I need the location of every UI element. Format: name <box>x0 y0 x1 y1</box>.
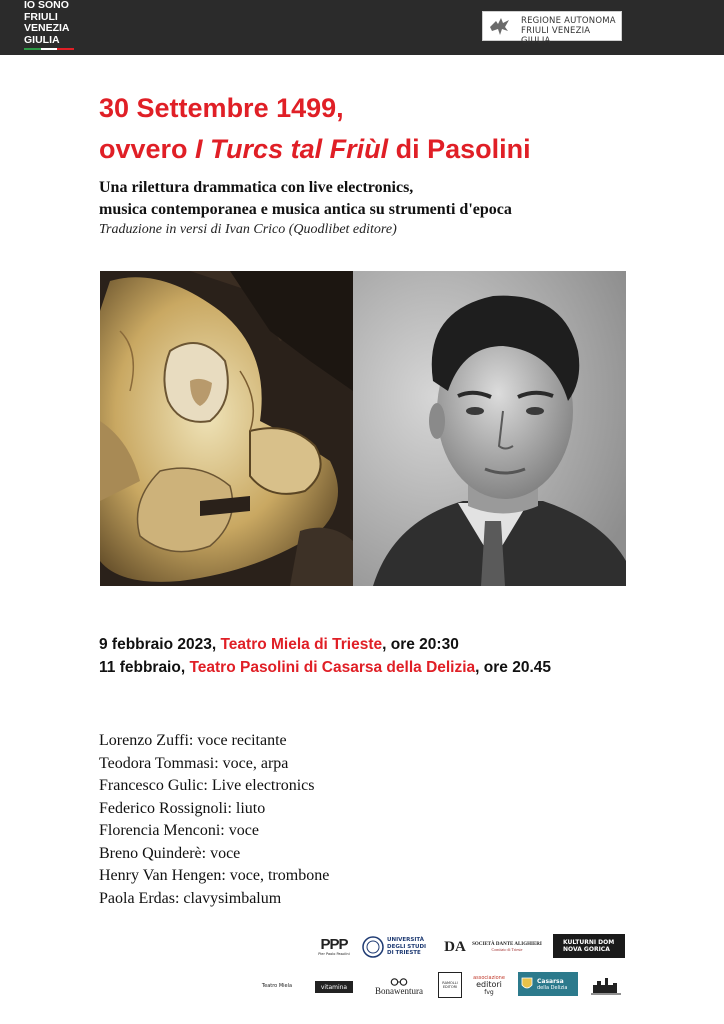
tricolor-flag-icon <box>24 48 74 50</box>
coat-of-arms-icon <box>521 977 533 991</box>
fresco-knight-image <box>100 271 353 586</box>
subtitle-line-2: musica contemporanea e musica antica su strumenti d'epoca <box>99 201 512 218</box>
glasses-icon <box>390 978 408 986</box>
dante-mark-logo[interactable] <box>444 934 466 960</box>
brand-line-3: VENEZIA <box>24 22 70 34</box>
cast-item: Teodora Tommasi: voce, arpa <box>99 754 289 772</box>
portrait-illustration <box>353 271 626 586</box>
cast-item: Lorenzo Zuffi: voce recitante <box>99 732 287 749</box>
cast-item: Federico Rossignoli: liuto <box>99 799 266 817</box>
cast-item: Paola Erdas: clavysimbalum <box>99 889 282 907</box>
casarsa-line2: della Delizia <box>537 984 568 991</box>
castle-logo[interactable] <box>589 974 623 996</box>
cast-item: Florencia Menconi: voce <box>99 822 259 839</box>
title-italic: I Turcs tal Friùl <box>195 134 389 164</box>
casarsa-line1: Casarsa <box>537 977 564 985</box>
schedule-time-2: , ore 20.45 <box>475 659 551 676</box>
event-schedule <box>99 633 551 679</box>
brand-line-2: FRIULI <box>24 10 58 23</box>
schedule-venue-1[interactable]: Teatro Miela di Trieste <box>220 636 383 653</box>
title-line-1: 30 Settembre 1499, <box>99 93 344 123</box>
dante-alighieri-logo[interactable] <box>470 936 544 958</box>
ramolli-editori-text: RAMOLLI EDITORI <box>442 980 458 989</box>
brand-line-4: GIULIA <box>24 33 60 46</box>
eagle-icon <box>487 15 513 37</box>
cast-list <box>99 730 329 910</box>
ppp-logo[interactable] <box>314 934 354 960</box>
teatro-miela-logo[interactable] <box>256 977 298 995</box>
vitamina-text: vitamina <box>320 983 348 991</box>
schedule-venue-2[interactable]: Teatro Pasolini di Casarsa della Delizia <box>189 659 476 676</box>
schedule-time-1: , ore 20:30 <box>382 636 459 653</box>
title-line-2 <box>99 129 531 170</box>
teatro-miela-text: Teatro Miela <box>261 983 293 989</box>
region-line-1: REGIONE AUTONOMA <box>521 16 616 26</box>
subtitle-line-1: Una rilettura drammatica con live electronics, <box>99 179 414 196</box>
event-title <box>99 88 531 170</box>
translation-note: Traduzione in versi di Ivan Crico (Quodlibet editore) <box>99 222 397 237</box>
bonawentura-text: Bonawentura <box>375 986 423 996</box>
editori-fvg-line3: fvg <box>484 988 494 996</box>
university-seal-icon <box>362 936 384 958</box>
schedule-date-2: 11 febbraio, <box>99 659 190 676</box>
dante-alighieri-sub: Comitato di Trieste <box>491 947 523 952</box>
editori-fvg-logo[interactable] <box>471 972 507 998</box>
cast-item: Henry Van Hengen: voce, trombone <box>99 867 330 884</box>
vitamina-logo[interactable] <box>315 981 353 993</box>
fresco-illustration <box>100 271 353 586</box>
region-line-2: FRIULI VENEZIA GIULIA <box>521 26 591 46</box>
ppp-logo-sub: Pier Paolo Pasolini <box>318 952 350 956</box>
regione-fvg-logo[interactable] <box>482 11 622 46</box>
kulturni-dom-logo[interactable] <box>553 934 625 958</box>
title-prefix: ovvero <box>99 134 196 164</box>
title-suffix: di Pasolini <box>388 134 531 164</box>
dante-mark: DA <box>444 938 466 955</box>
io-sono-fvg-brand[interactable] <box>24 0 74 50</box>
cast-item: Francesco Gulic: Live electronics <box>99 777 315 794</box>
dante-alighieri-text: SOCIETÀ DANTE ALIGHIERI <box>472 942 542 947</box>
editori-fvg-line2: editori <box>476 979 502 989</box>
kulturni-dom-text: KULTURNI DOM NOVA GORICA <box>563 939 615 953</box>
schedule-date-1: 9 febbraio 2023, <box>99 636 221 653</box>
casarsa-logo[interactable] <box>518 972 578 996</box>
ramolli-editori-logo[interactable] <box>438 972 462 998</box>
ppp-logo-text: PPP <box>320 936 348 953</box>
portrait-image <box>353 271 626 586</box>
cast-item: Breno Quinderè: voce <box>99 844 241 862</box>
editori-fvg-line1: associazione <box>473 974 505 981</box>
castle-icon <box>591 975 621 995</box>
schedule-row-1 <box>99 633 551 656</box>
unitrieste-logo[interactable] <box>362 934 434 960</box>
brand-line-1: IO SONO <box>24 0 69 11</box>
top-header-bar <box>0 0 724 55</box>
schedule-row-2 <box>99 656 551 679</box>
event-subtitle <box>99 177 512 221</box>
bonawentura-logo[interactable] <box>366 976 432 998</box>
unitrieste-text: UNIVERSITÀ DEGLI STUDI DI TRIESTE <box>387 937 427 957</box>
